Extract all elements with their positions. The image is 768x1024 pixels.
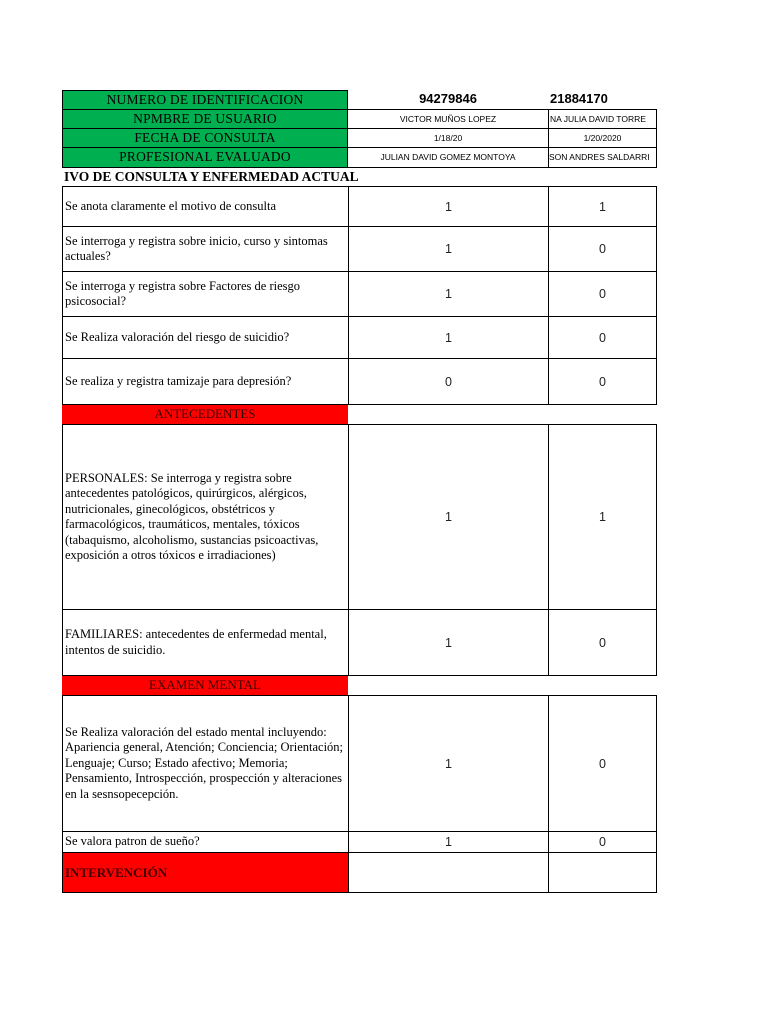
s4-v1[interactable] — [348, 852, 549, 893]
s1-q3[interactable]: Se interroga y registra sobre Factores de riesgo psicosocial? — [62, 271, 349, 317]
section2-title[interactable]: ANTECEDENTES — [62, 405, 348, 424]
s2-q2-v1[interactable]: 1 — [348, 609, 549, 676]
id-label-cell[interactable]: NUMERO DE IDENTIFICACION — [62, 90, 348, 110]
s1-q1[interactable]: Se anota claramente el motivo de consulta — [62, 186, 349, 227]
s1-q5-v1[interactable]: 0 — [348, 358, 549, 405]
s2-q1[interactable]: PERSONALES: Se interroga y registra sobre antecedentes patológicos, quirúrgicos, alérgicos, nutricionales, ginecológicos, obstétricos y farmacológicos, traumáticos, mentales, tóxicos (tabaquismo, alcoholismo, sustancias psicoactivas, exposición a otros tóxicos e irradiaciones) — [62, 424, 349, 610]
s3-q2-v2[interactable]: 0 — [548, 831, 657, 853]
s1-q5-v2[interactable]: 0 — [548, 358, 657, 405]
s3-q2-v1[interactable]: 1 — [348, 831, 549, 853]
user1-name-cell[interactable]: VICTOR MUÑOS LOPEZ — [347, 109, 549, 129]
section1-title: IVO DE CONSULTA Y ENFERMEDAD ACTUAL — [64, 169, 359, 184]
s1-q2[interactable]: Se interroga y registra sobre inicio, curso y sintomas actuales? — [62, 226, 349, 272]
user1-id-cell[interactable]: 94279846 — [419, 91, 477, 106]
s2-q1-v2[interactable]: 1 — [548, 424, 657, 610]
s1-q1-v1[interactable]: 1 — [348, 186, 549, 227]
s4-v2[interactable] — [548, 852, 657, 893]
s1-q4-v1[interactable]: 1 — [348, 316, 549, 359]
s2-q1-v1[interactable]: 1 — [348, 424, 549, 610]
s1-q1-v2[interactable]: 1 — [548, 186, 657, 227]
user2-date-cell[interactable]: 1/20/2020 — [548, 128, 657, 148]
user1-prof-cell[interactable]: JULIAN DAVID GOMEZ MONTOYA — [347, 147, 549, 168]
s1-q3-v1[interactable]: 1 — [348, 271, 549, 317]
prof-label-cell[interactable]: PROFESIONAL EVALUADO — [62, 147, 348, 168]
s1-q5[interactable]: Se realiza y registra tamizaje para depresión? — [62, 358, 349, 405]
user2-id-cell[interactable]: 21884170 — [550, 91, 608, 106]
s2-q2-v2[interactable]: 0 — [548, 609, 657, 676]
section3-title[interactable]: EXAMEN MENTAL — [62, 676, 348, 695]
user2-prof-cell[interactable]: SON ANDRES SALDARRI — [548, 147, 657, 168]
s1-q2-v2[interactable]: 0 — [548, 226, 657, 272]
date-label-cell[interactable]: FECHA DE CONSULTA — [62, 128, 348, 148]
user2-name-cell[interactable]: NA JULIA DAVID TORRE — [548, 109, 657, 129]
s3-q2[interactable]: Se valora patron de sueño? — [62, 831, 349, 853]
s1-q4-v2[interactable]: 0 — [548, 316, 657, 359]
section4-title[interactable]: INTERVENCIÓN — [62, 852, 349, 893]
s3-q1-v2[interactable]: 0 — [548, 695, 657, 832]
user1-date-cell[interactable]: 1/18/20 — [347, 128, 549, 148]
s3-q1[interactable]: Se Realiza valoración del estado mental incluyendo: Apariencia general, Atención; Conciencia; Orientación; Lenguaje; Curso; Estado afectivo; Memoria; Pensamiento, Introspección, prospección y alteraciones en la sesnsopecepción. — [62, 695, 349, 832]
user-label-cell[interactable]: NPMBRE DE USUARIO — [62, 109, 348, 129]
s1-q4[interactable]: Se Realiza valoración del riesgo de suicidio? — [62, 316, 349, 359]
s1-q3-v2[interactable]: 0 — [548, 271, 657, 317]
s2-q2[interactable]: FAMILIARES: antecedentes de enfermedad mental, intentos de suicidio. — [62, 609, 349, 676]
s3-q1-v1[interactable]: 1 — [348, 695, 549, 832]
s1-q2-v1[interactable]: 1 — [348, 226, 549, 272]
